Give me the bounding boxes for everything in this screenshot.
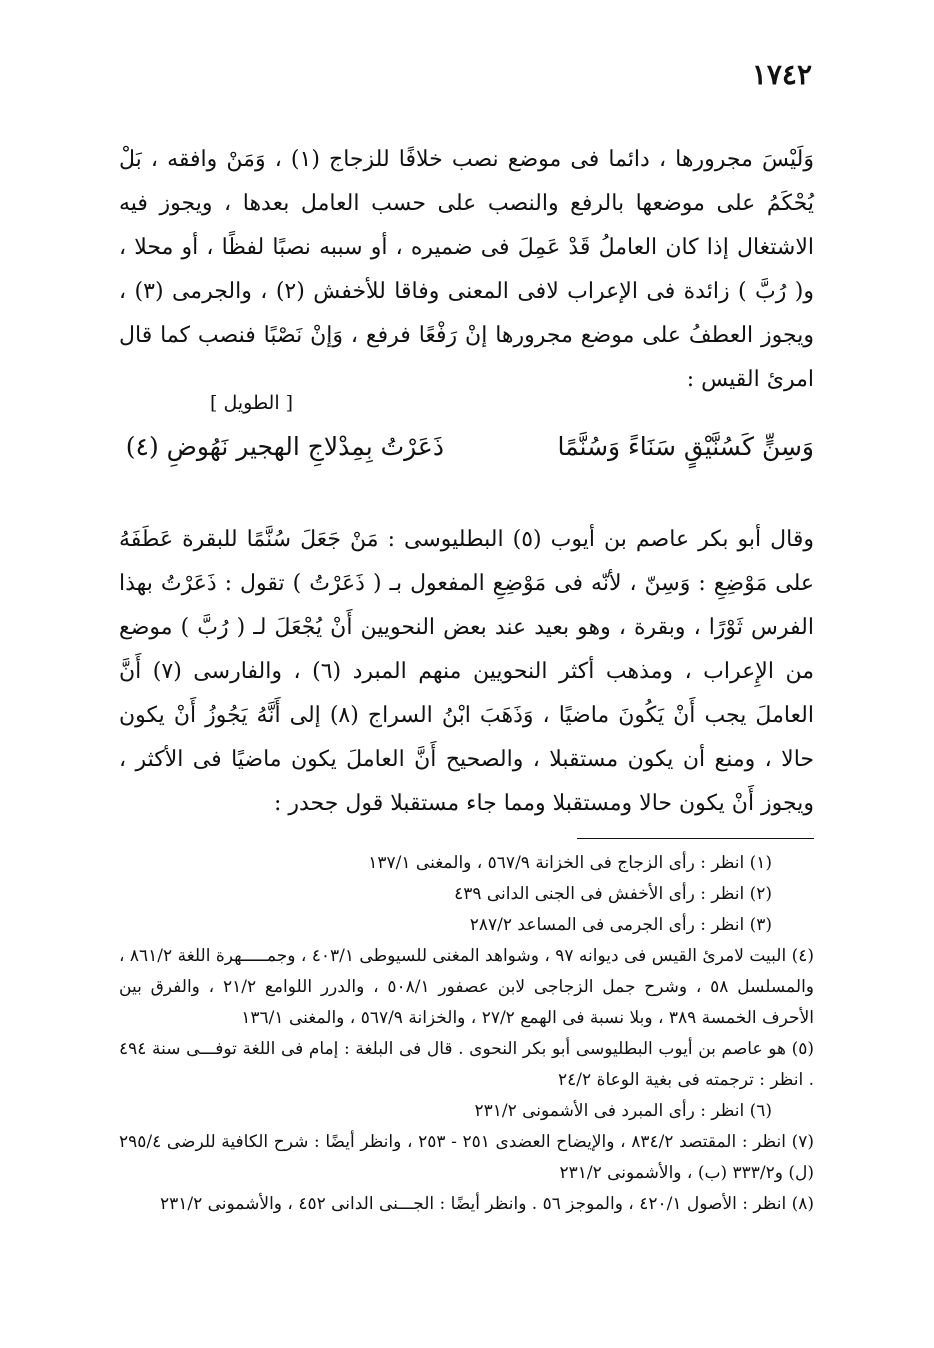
page-number: ١٧٤٢ — [751, 58, 812, 91]
paragraph-2 — [119, 496, 814, 848]
footnotes — [119, 848, 814, 1220]
footnote-3: (٣) انظر : رأى الجرمى فى المساعد ٢٨٧/٢ — [469, 915, 772, 935]
poetry-verse — [119, 432, 814, 480]
poetic-meter-label: [ الطويل ] — [210, 392, 294, 414]
paragraph-1 — [119, 138, 814, 402]
footnote-4: (٤) البيت لامرئ القيس فى ديوانه ٩٧ ، وشواهد المغنى للسيوطى ٤٠٣/١ ، وجمـــــهرة اللغة ٨٦١/٢ ، والمسلسل ٥٨ ، وشرح جمل الزجاجى لابن عصفور ٥٠٨/١ ، والدرر اللوامع ٢١/٢ ، والفرق بين الأحرف الخمسة ٣٨٩ ، وبلا نسبة فى الهمع ٢٧/٢ ، والخزانة ٥٦٧/٩ ، والمغنى ١٣٦/١ — [119, 946, 815, 1028]
verse-first-hemistich: وَسِنٍّ كَسُنَّيْقٍ سَنَاءً وَسُنَّمًا — [557, 432, 814, 461]
verse-second-hemistich: ذَعَرْتُ بِمِدْلاجِ الهجير نَهُوضِ (٤) — [125, 432, 444, 461]
paragraph-1-text: وَلَيْسَ مجرورها ، دائما فى موضع نصب خلافًا للزجاج (١) ، وَمَنْ وافقه ، بَلْ يُحْكَمُ على موضعها بالرفع والنصب على حسب العامل بعدها ، ويجوز فيه الاشتغال إذا كان العاملُ قَدْ عَمِلَ فى ضميره ، أو سببه نصبًا لفظًا ، أو محلا ، و( رُبَّ ) زائدة فى الإعراب لافى المعنى وفاقا للأخفش (٢) ، والجرمى (٣) ، ويجوز العطفُ على موضع مجرورها إنْ رَفْعًا فرفع ، وَإنْ نَصْبًا فنصب كما قال امرئ القيس : — [119, 147, 814, 392]
paragraph-2-text: وقال أبو بكر عاصم بن أيوب (٥) البطليوسى : مَنْ جَعَلَ سُنَّمًا للبقرة عَطَفَهُ على مَوْضِعِ : وَسِنّ ، لأنّه فى مَوْضِعِ المفعول بـ ( ذَعَرْتُ ) تقول : ذَعَرْتُ بهذا الفرس ثَوْرًا ، وبقرة ، وهو بعيد عند بعض النحويين أَنْ يُجْعَلَ لـ ( رُبَّ ) موضع من الإِعراب ، ومذهب أكثر النحويين منهم المبرد (٦) ، والفارسى (٧) أَنَّ العاملَ يجب أَنْ يَكُونَ ماضيًا ، وَذَهَبَ ابْنُ السراج (٨) إلى أَنَّهُ يَجُوزُ أَنْ يكون حالا ، ومنع أن يكون مستقبلا ، والصحيح أَنَّ العاملَ يكون ماضيًا فى الأكثر ، ويجوز أَنْ يكون حالا ومستقبلا ومما جاء مستقبلا قول جحدر : — [119, 527, 815, 816]
footnote-1: (١) انظر : رأى الزجاج فى الخزانة ٥٦٧/٩ ، والمغنى ١٣٧/١ — [368, 853, 772, 873]
footnote-divider — [577, 838, 814, 839]
footnote-8: (٨) انظر : الأصول ٤٢٠/١ ، والموجز ٥٦ . وانظر أيضًا : الجـــنى الدانى ٤٥٢ ، والأشمونى ٢٣١/٢ — [159, 1194, 814, 1214]
footnote-2: (٢) انظر : رأى الأخفش فى الجنى الدانى ٤٣٩ — [454, 884, 772, 904]
footnote-6: (٦) انظر : رأى المبرد فى الأشمونى ٢٣١/٢ — [474, 1101, 772, 1121]
footnote-5: (٥) هو عاصم بن أيوب البطليوسى أبو بكر النحوى . قال فى البلغة : إمام فى اللغة توفـــى سنة ٤٩٤ . انظر : ترجمته فى بغية الوعاة ٢٤/٢ — [119, 1039, 814, 1090]
footnote-7: (٧) انظر : المقتصد ٨٣٤/٢ ، والإيضاح العضدى ٢٥١ - ٢٥٣ ، وانظر أيضًا : شرح الكافية للرضى ٢٩٥/٤ (ل) و٣٣٣/٢ (ب) ، والأشمونى ٢٣١/٢ — [119, 1132, 814, 1183]
